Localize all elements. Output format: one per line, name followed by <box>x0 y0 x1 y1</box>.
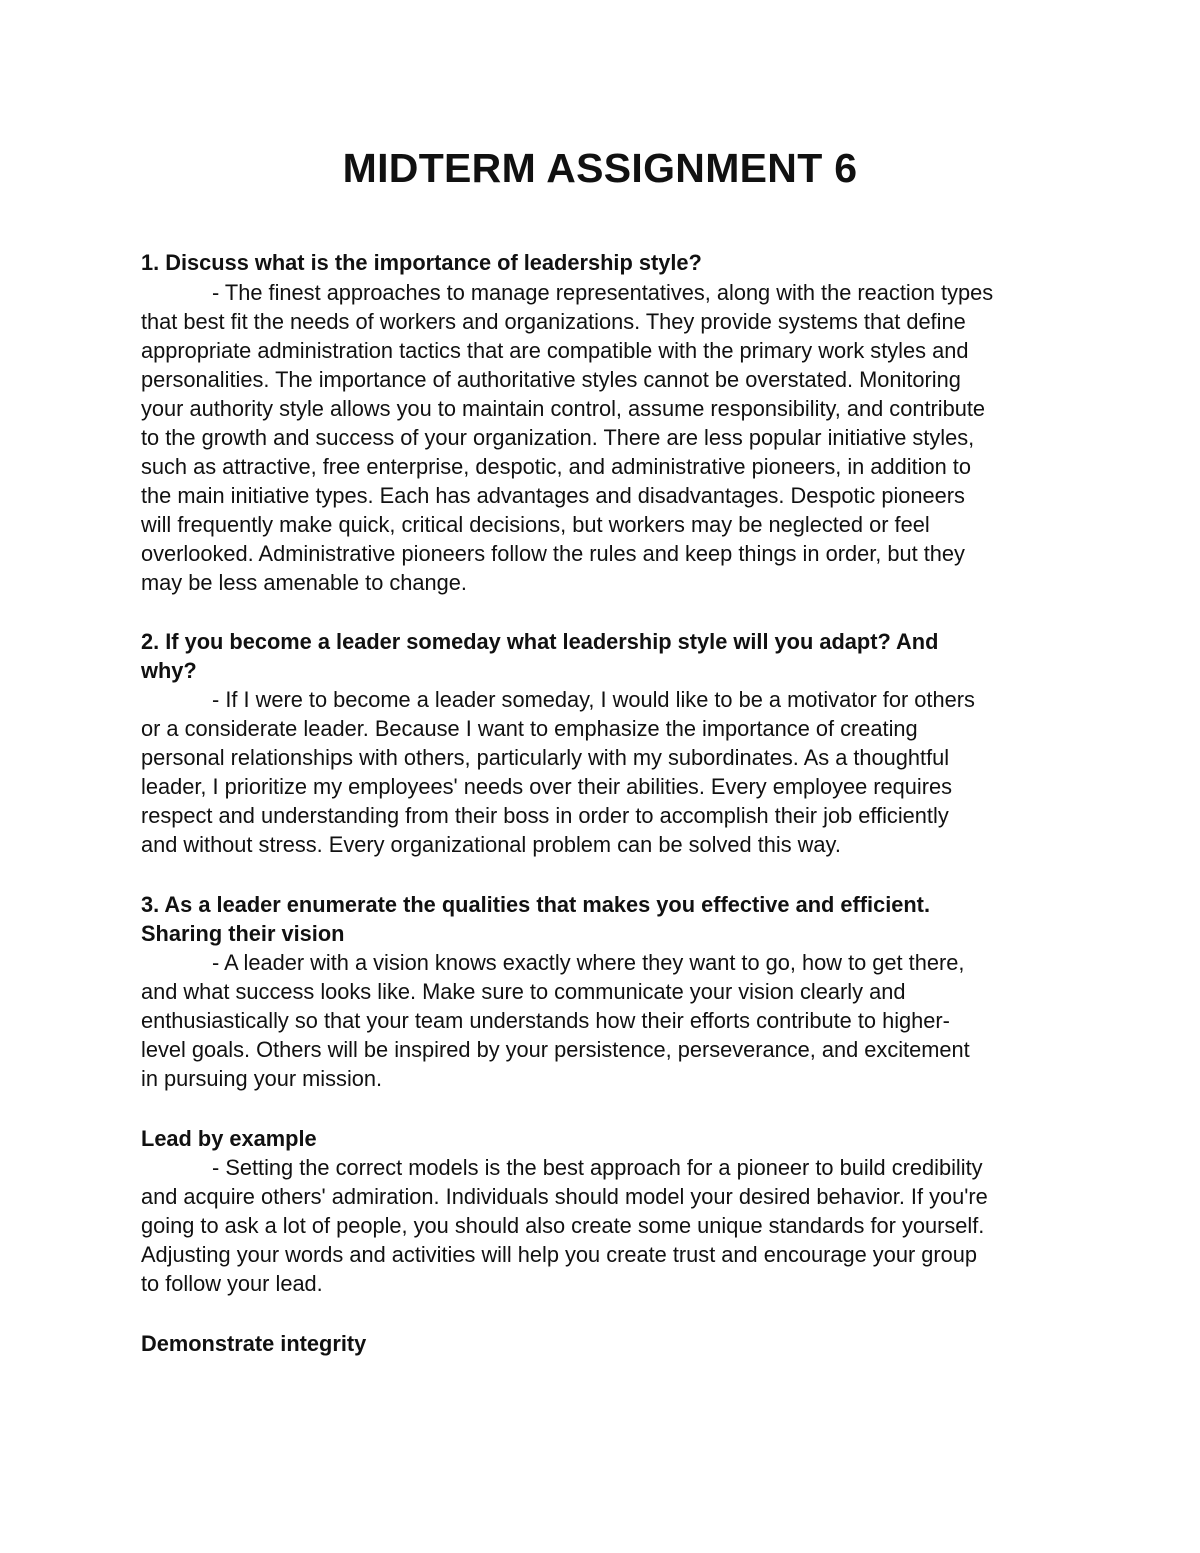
answer-1-line: appropriate administration tactics that are compatible with the primary work styles and <box>141 338 969 363</box>
page-title: MIDTERM ASSIGNMENT 6 <box>342 145 858 191</box>
quality-line: level goals. Others will be inspired by your persistence, perseverance, and excitement <box>141 1037 970 1062</box>
answer-2-line: leader, I prioritize my employees' needs over their abilities. Every employee requires <box>141 774 953 799</box>
quality-heading: Sharing their vision <box>141 921 345 946</box>
answer-1-line: to the growth and success of your organization. There are less popular initiative styles, <box>141 425 975 450</box>
quality-heading: Demonstrate integrity <box>141 1331 367 1356</box>
quality-line: - A leader with a vision knows exactly where they want to go, how to get there, <box>212 950 965 975</box>
answer-2-line: respect and understanding from their boss in order to accomplish their job efficiently <box>141 803 949 828</box>
question-1: 1. Discuss what is the importance of leadership style? <box>141 250 702 275</box>
answer-2-line: and without stress. Every organizational problem can be solved this way. <box>141 832 841 857</box>
question-3: 3. As a leader enumerate the qualities that makes you effective and efficient. <box>141 892 930 917</box>
quality-line: and what success looks like. Make sure to communicate your vision clearly and <box>141 979 906 1004</box>
quality-line: Adjusting your words and activities will help you create trust and encourage your group <box>141 1242 978 1267</box>
answer-1-line: your authority style allows you to maintain control, assume responsibility, and contribute <box>141 396 986 421</box>
quality-line: to follow your lead. <box>141 1271 323 1296</box>
quality-line: in pursuing your mission. <box>141 1066 383 1091</box>
answer-1-line: may be less amenable to change. <box>141 570 467 595</box>
answer-1-line: that best fit the needs of workers and organizations. They provide systems that define <box>141 309 966 334</box>
quality-heading: Lead by example <box>141 1126 317 1151</box>
answer-1-line: the main initiative types. Each has advantages and disadvantages. Despotic pioneers <box>141 483 965 508</box>
answer-1-line: personalities. The importance of authoritative styles cannot be overstated. Monitoring <box>141 367 961 392</box>
answer-2-line: or a considerate leader. Because I want to emphasize the importance of creating <box>141 716 918 741</box>
answer-1-line: overlooked. Administrative pioneers follow the rules and keep things in order, but they <box>141 541 965 566</box>
question-2: why? <box>141 658 197 683</box>
quality-line: enthusiastically so that your team understands how their efforts contribute to higher- <box>141 1008 950 1033</box>
question-2: 2. If you become a leader someday what leadership style will you adapt? And <box>141 629 939 654</box>
quality-line: - Setting the correct models is the best approach for a pioneer to build credibility <box>212 1155 983 1180</box>
answer-1-line: will frequently make quick, critical decisions, but workers may be neglected or feel <box>141 512 930 537</box>
answer-1-line: such as attractive, free enterprise, despotic, and administrative pioneers, in addition to <box>141 454 971 479</box>
quality-line: and acquire others' admiration. Individuals should model your desired behavior. If you're <box>141 1184 988 1209</box>
quality-line: going to ask a lot of people, you should also create some unique standards for yourself. <box>141 1213 985 1238</box>
answer-2-line: - If I were to become a leader someday, I would like to be a motivator for others <box>212 687 975 712</box>
answer-2-line: personal relationships with others, particularly with my subordinates. As a thoughtful <box>141 745 950 770</box>
answer-1-line: - The finest approaches to manage representatives, along with the reaction types <box>212 280 994 305</box>
